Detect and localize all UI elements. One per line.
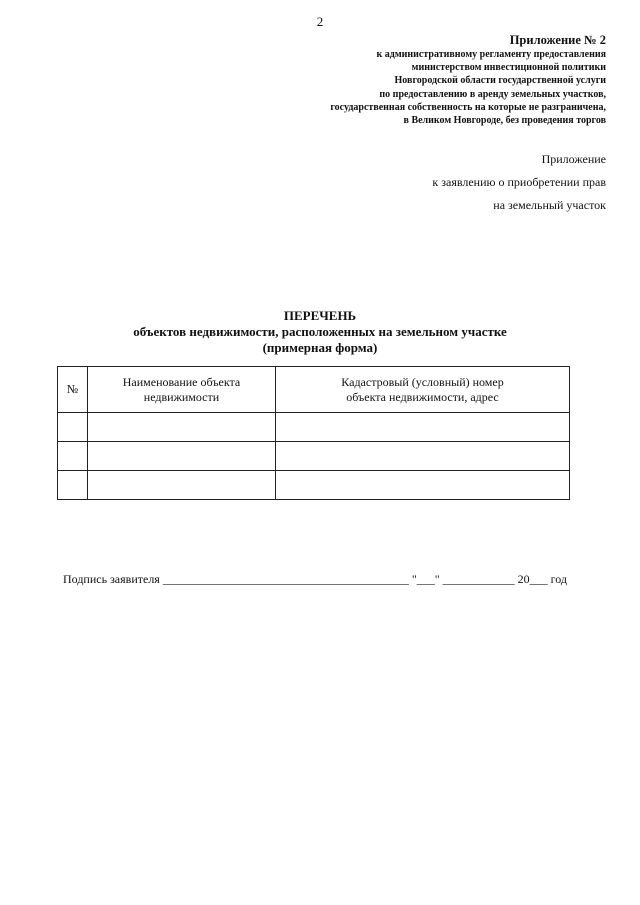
appendix-line: в Великом Новгороде, без проведения торгов: [403, 115, 606, 127]
appendix-line: по предоставлению в аренду земельных участков,: [379, 88, 606, 100]
appendix-line: к административному регламенту предоставления: [376, 49, 606, 60]
column-header-number: №: [58, 367, 88, 413]
table-cell[interactable]: [88, 442, 276, 471]
table-cell[interactable]: [276, 413, 570, 442]
page-number: 2: [316, 14, 324, 29]
heading-title: ПЕРЕЧЕНЬ: [283, 308, 357, 323]
table-cell[interactable]: [58, 471, 88, 500]
table-cell[interactable]: [276, 471, 570, 500]
attachment-note: [432, 148, 606, 217]
appendix-title: Приложение № 2: [509, 33, 606, 47]
table-row: [58, 442, 570, 471]
applicant-signature-line: Подпись заявителя _________________________________________ "___" ____________ 20___ год: [63, 572, 567, 586]
table-row: [58, 471, 570, 500]
column-header-object-name: Наименование объекта недвижимости: [88, 367, 276, 413]
appendix-header: [330, 32, 606, 127]
attachment-line: к заявлению о приобретении прав: [432, 175, 606, 189]
attachment-line: Приложение: [541, 152, 606, 166]
document-heading: [0, 308, 640, 356]
table-cell[interactable]: [276, 442, 570, 471]
table-header-row: [58, 367, 570, 413]
column-header-cadastral-number: Кадастровый (условный) номер объекта недвижимости, адрес: [276, 367, 570, 413]
attachment-line: на земельный участок: [493, 198, 606, 212]
table-row: [58, 413, 570, 442]
table-cell[interactable]: [58, 442, 88, 471]
heading-note: (примерная форма): [262, 340, 378, 355]
appendix-line: Новгородской области государственной услуги: [394, 75, 606, 87]
heading-subtitle: объектов недвижимости, расположенных на земельном участке: [133, 324, 507, 339]
table-cell[interactable]: [58, 413, 88, 442]
objects-table: [57, 366, 570, 500]
appendix-line: государственная собственность на которые не разграничена,: [330, 101, 606, 113]
appendix-line: министерством инвестиционной политики: [411, 62, 606, 74]
table-cell[interactable]: [88, 413, 276, 442]
table-cell[interactable]: [88, 471, 276, 500]
